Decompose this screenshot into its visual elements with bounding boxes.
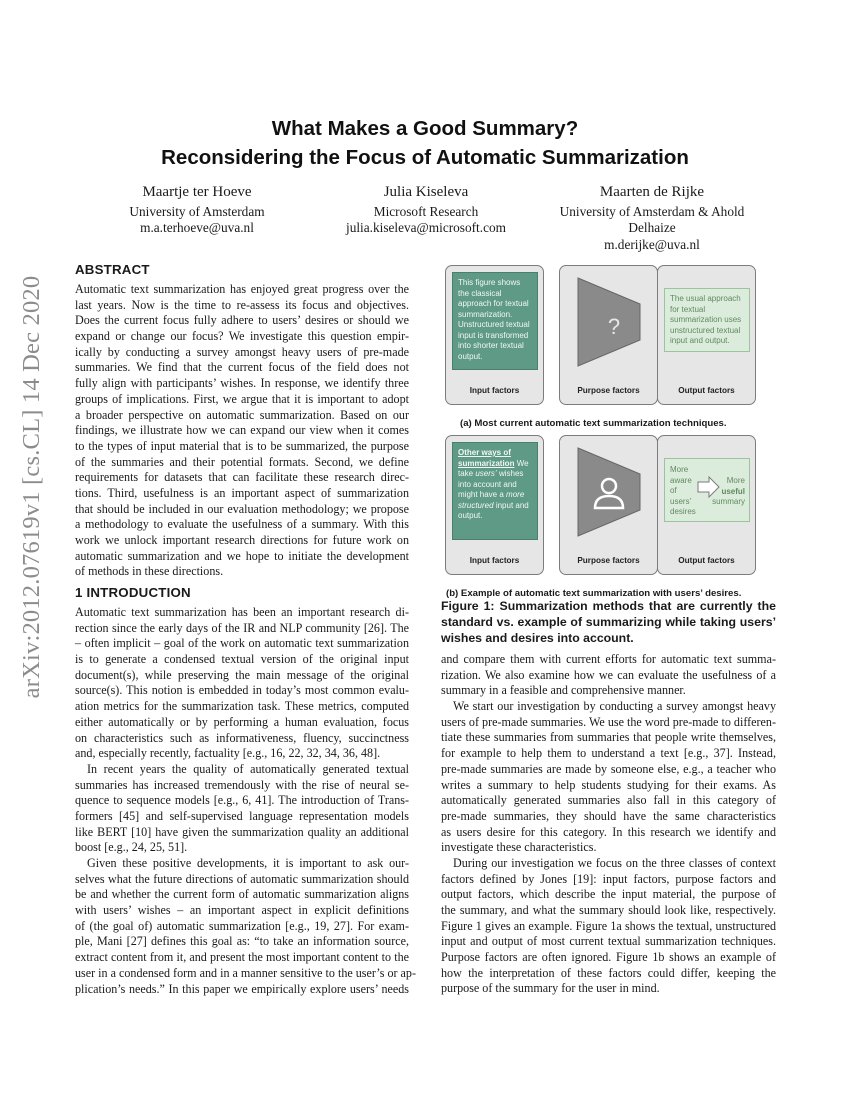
author-block-2 xyxy=(326,182,526,237)
panel-label: Input factors xyxy=(469,555,520,565)
output-left-line: desires xyxy=(670,507,696,516)
body-line: We start our investigation by conducting a survey amongst heavy xyxy=(453,699,776,714)
author-email: julia.kiseleva@microsoft.com xyxy=(346,220,506,236)
author-affiliation: Microsoft Research xyxy=(373,204,479,219)
intro-line: user in a condensed form and in a manner sensitive to the user’s or ap- xyxy=(75,965,416,980)
input-factor-text xyxy=(458,448,533,522)
figure-a-caption: (a) Most current automatic text summarization techniques. xyxy=(460,418,727,429)
abstract-heading: ABSTRACT xyxy=(75,262,150,277)
output-right-line: useful xyxy=(721,486,745,496)
intro-line: boost [e.g., 24, 25, 51]. xyxy=(75,840,188,855)
intro-line: formers [45] and self-supervised language representation models xyxy=(75,808,409,823)
body-line: purpose of the summary for the user in mind. xyxy=(441,981,660,996)
input-text-part: We take xyxy=(458,458,529,478)
panel-label: Output factors xyxy=(678,385,735,395)
title-line-2: Reconsidering the Focus of Automatic Summarization xyxy=(161,146,689,169)
author-affiliation: University of Amsterdam xyxy=(129,204,265,219)
output-factor-text: The usual approach for textual summarization uses unstructured textual input and output. xyxy=(670,294,742,345)
funnel-shape xyxy=(576,276,642,368)
body-line: pre-made summaries, they should have the same characteristics xyxy=(441,808,776,823)
abstract-line: fully align with participants’ wishes. In response, we identify three xyxy=(75,376,409,391)
body-line: Purpose factors are often ignored. Figure 1b shows an example of xyxy=(441,950,776,965)
abstract-line: of methods in these directions. xyxy=(75,564,224,579)
abstract-line: of the summaries and their potential formats. Second, we define xyxy=(75,454,409,469)
output-factor-box xyxy=(664,458,750,522)
abstract-line: a broader perspective on automatic summarization. Based on our xyxy=(75,407,409,422)
abstract-line: groups of implications. First, we argue that it is important to adopt xyxy=(75,391,409,406)
body-line: how the interpretation of these factors could differ, keeping the xyxy=(441,965,776,980)
output-left-line: aware xyxy=(670,475,692,485)
intro-line: Given these positive developments, it is important to ask our- xyxy=(87,856,409,870)
abstract-line: ically by conducting a survey amongst heavy users of pre-made xyxy=(75,344,409,359)
intro-line: on characteristics such as informativeness, fluency, succinctness xyxy=(75,730,409,745)
panel-label: Output factors xyxy=(678,555,735,565)
input-text-em: users’ xyxy=(475,469,497,478)
output-left-text xyxy=(670,465,696,518)
abstract-line: that should be included in our evaluation methodology; we propose xyxy=(75,501,409,516)
body-line: investigate these characteristics. xyxy=(441,840,597,855)
paper-title xyxy=(0,114,850,172)
intro-line: – often implicit – goal of the work on automatic text summarization xyxy=(75,636,409,651)
body-line: users of pre-made summaries. We use the word pre-made to differen- xyxy=(441,714,776,729)
right-column-body xyxy=(441,652,776,997)
abstract-line: tions. Third, usefulness is an important aspect of summarization xyxy=(75,485,409,500)
figure-caption-line: standard vs. example of summarizing while taking users’ xyxy=(441,615,776,629)
question-mark-icon: ? xyxy=(607,314,621,339)
funnel-shape xyxy=(576,446,642,538)
abstract-line: work we unlock important research directions for future work on xyxy=(75,533,409,547)
intro-line: with users’ wishes – an important aspect in explicit definitions xyxy=(75,903,409,918)
body-line: tiate these summaries from summaries that people write themselves, xyxy=(441,730,776,745)
intro-line: extract content from it, and present the most important content to the xyxy=(75,950,409,965)
input-text-part: input and output. xyxy=(458,500,529,520)
panel-label: Input factors xyxy=(469,385,520,395)
intro-line: like BERT [10] have given the summarization quality an additional xyxy=(75,824,409,839)
figure-caption-line: wishes and desires into account. xyxy=(441,631,634,645)
output-left-line: users’ xyxy=(670,496,692,506)
intro-line: source(s). This notion is embedded in today’s most common evalu- xyxy=(75,683,409,698)
title-line-1: What Makes a Good Summary? xyxy=(271,117,579,140)
output-right-text xyxy=(712,476,745,508)
input-text-part: wishes into account and might have a xyxy=(458,469,524,499)
body-line: the summary, and what the summary should look like, respectively. xyxy=(441,903,776,917)
abstract-line: last years. Now is the time to re-assess its focus and objectives. xyxy=(75,297,409,312)
author-block-3 xyxy=(547,182,757,253)
input-heading: Other ways of summarization xyxy=(458,448,515,468)
author-name: Julia Kiseleva xyxy=(383,184,469,200)
intro-line: either automatically or by performing a human evaluation, focus xyxy=(75,714,409,729)
abstract-line: summaries. We find that the current focus of the field does not xyxy=(75,360,409,375)
body-line: pre-made summaries are made by someone else, e.g., a teacher who xyxy=(441,761,776,776)
figure-caption-line: Figure 1: Summarization methods that are currently the xyxy=(441,599,776,613)
abstract-line: automatic summarization and we hope to initiate the development xyxy=(75,548,409,563)
output-right-line: summary xyxy=(712,497,745,506)
output-left-line: of xyxy=(670,486,677,495)
input-text-em: more structured xyxy=(458,490,525,510)
body-line: summary in a feasible and comprehensive manner. xyxy=(441,683,686,698)
intro-line: ation metrics for the summarization task. These metrics, computed xyxy=(75,699,409,714)
author-name: Maarten de Rijke xyxy=(599,184,705,200)
intro-line: In recent years the quality of automatically generated textual xyxy=(87,761,409,776)
arxiv-stamp xyxy=(12,275,52,699)
author-affiliation-2: Delhaize xyxy=(628,220,676,236)
body-line: automatically generated summaries also fall in this category of xyxy=(441,793,776,808)
intro-line: quence to sequence models [e.g., 6, 41]. The introduction of Trans- xyxy=(75,793,409,808)
body-line: input and output of most current textual summarization techniques. xyxy=(441,934,776,949)
body-line: During our investigation we focus on the three classes of context xyxy=(453,855,776,870)
body-line: factors defined by Jones [19]: input factors, purpose factors and xyxy=(441,871,776,886)
figure-a-purpose-panel xyxy=(559,265,658,405)
intro-line: be and whether the current form of automatic summarization aligns xyxy=(75,887,409,902)
figure-b-input-panel xyxy=(445,435,544,575)
input-factor-box xyxy=(452,442,538,540)
arxiv-stamp-text: arXiv:2012.07619v1 [cs.CL] 14 Dec 2020 xyxy=(18,275,45,699)
body-line: writes a summary to help students studying for their exams. As xyxy=(441,777,776,792)
intro-line: summaries has increased tremendously with the rise of neural se- xyxy=(75,777,409,792)
intro-line: ple, Mani [27] defines this goal as: “to take an information source, xyxy=(75,934,409,949)
input-factor-box xyxy=(452,272,538,370)
author-email: m.derijke@uva.nl xyxy=(604,236,700,252)
panel-label: Purpose factors xyxy=(577,555,640,565)
body-line: output factors, which describe the input material, the purpose of xyxy=(441,887,776,902)
intro-body xyxy=(75,605,416,997)
abstract-body xyxy=(75,282,409,580)
author-email: m.a.terhoeve@uva.nl xyxy=(140,220,254,236)
intro-line: is to generate a condensed textual version of the original input xyxy=(75,652,409,667)
abstract-line: a methodology to evaluate the usefulness of a summary. With this xyxy=(75,517,409,532)
abstract-line: findings, we illustrate how we can expand our view when it comes xyxy=(75,423,409,438)
input-factor-text: This figure shows the classical approach for textual summarization. Unstructured textual input is transformed into shorter textual output. xyxy=(458,278,530,361)
intro-line: and, especially recently, factuality [e.g., 16, 22, 32, 34, 36, 48]. xyxy=(75,746,381,761)
abstract-line: requirements for datasets that can facilitate these research direc- xyxy=(75,470,409,485)
intro-line: plication’s needs.” In this paper we empirically explore users’ needs xyxy=(75,981,409,996)
intro-line: Automatic text summarization has been an important research di- xyxy=(75,605,409,619)
figure-b-output-panel xyxy=(657,435,756,575)
body-line: for example to help them to understand a text [e.g., 37]. Instead, xyxy=(441,746,776,761)
panel-label: Purpose factors xyxy=(577,385,640,395)
figure-b-caption: (b) Example of automatic text summarization with users’ desires. xyxy=(446,588,742,599)
author-block-1 xyxy=(107,182,287,237)
intro-line: selves what the future directions of automatic summarization should xyxy=(75,871,409,886)
abstract-line: Automatic text summarization has enjoyed great progress over the xyxy=(75,282,409,296)
body-line: Figure 1 gives an example. Figure 1a shows the textual, unstructured xyxy=(441,918,776,933)
intro-line: document(s), while preserving the main message of the original xyxy=(75,667,409,682)
body-line: and compare them with current efforts for automatic text summa- xyxy=(441,652,776,666)
body-line: as users desire for this category. In this research we identify and xyxy=(441,824,776,839)
abstract-line: Does the current focus fully adhere to users’ desires or should we xyxy=(75,313,409,328)
output-factor-box xyxy=(664,288,750,352)
output-right-line: More xyxy=(726,476,745,485)
body-line: rization. We also examine how we can evaluate the usefulness of a xyxy=(441,667,776,682)
intro-line: of (the goal of) automatic summarization [e.g., 19, 27]. For exam- xyxy=(75,918,409,933)
author-name: Maartje ter Hoeve xyxy=(142,184,252,200)
figure-b-purpose-panel xyxy=(559,435,658,575)
figure-1-caption xyxy=(441,598,776,646)
figure-a-output-panel xyxy=(657,265,756,405)
intro-line: rection since the early days of the IR and NLP community [26]. The xyxy=(75,620,409,635)
abstract-line: to the types of input material that is to be summarized, the purpose xyxy=(75,438,409,453)
author-affiliation: University of Amsterdam & Ahold xyxy=(559,204,745,219)
abstract-line: expand or change our focus? We investigate this question empir- xyxy=(75,329,409,344)
output-left-line: More xyxy=(670,465,689,474)
figure-a-input-panel xyxy=(445,265,544,405)
intro-heading: 1 INTRODUCTION xyxy=(75,585,191,600)
